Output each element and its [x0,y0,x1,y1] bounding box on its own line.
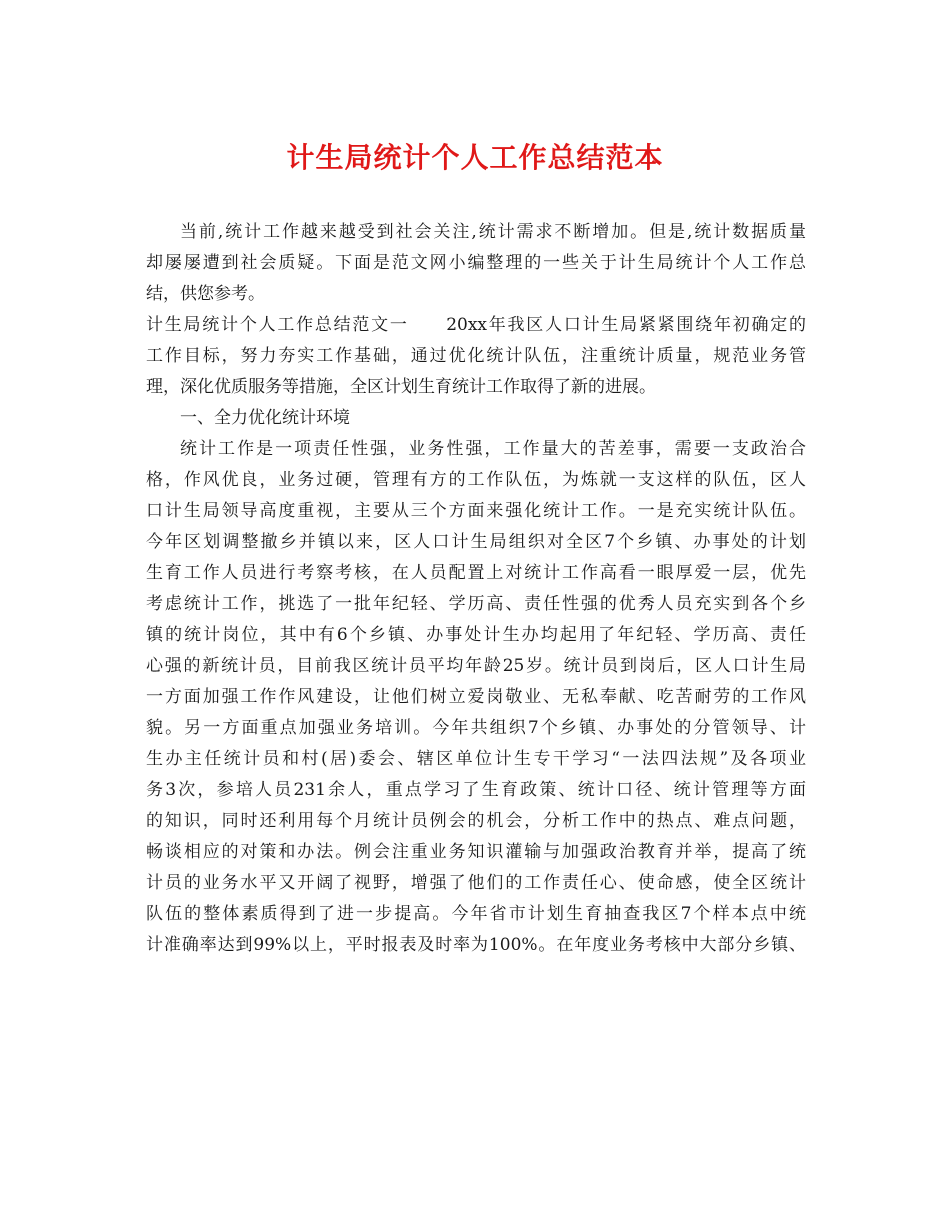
body-line: 格，作风优良，业务过硬，管理有方的工作队伍，为炼就一支这样的队伍，区人 [146,470,806,490]
body-line: 理，深化优质服务等措施，全区计划生育统计工作取得了新的进展。 [146,377,656,397]
body-line: 队伍的整体素质得到了进一步提高。今年省市计划生育抽查我区7个样本点中统 [146,904,806,924]
body-line: 生办主任统计员和村(居)委会、辖区单位计生专干学习“一法四法规”及各项业 [146,749,806,769]
body-line: 考虑统计工作，挑选了一批年纪轻、学历高、责任性强的优秀人员充实到各个乡 [146,594,806,614]
body-line: 生育工作人员进行考察考核，在人员配置上对统计工作高看一眼厚爱一层，优先 [146,563,806,583]
body-line: 工作目标，努力夯实工作基础，通过优化统计队伍，注重统计质量，规范业务管 [146,346,806,366]
body-line: 务3次，参培人员231余人，重点学习了生育政策、统计口径、统计管理等方面 [146,780,806,800]
body-line: 计员的业务水平又开阔了视野，增强了他们的工作责任心、使命感，使全区统计 [146,873,806,893]
body-line: 结，供您参考。 [146,284,265,304]
body-line: 镇的统计岗位，其中有6个乡镇、办事处计生办均起用了年纪轻、学历高、责任 [146,625,806,645]
body-line: 却屡屡遭到社会质疑。下面是范文网小编整理的一些关于计生局统计个人工作总 [146,253,806,273]
body-line: 貌。另一方面重点加强业务培训。今年共组织7个乡镇、办事处的分管领导、计 [146,718,806,738]
body-line: 一、全力优化统计环境 [180,408,350,428]
body-line: 心强的新统计员，目前我区统计员平均年龄25岁。统计员到岗后，区人口计生局 [146,656,806,676]
body-line: 计准确率达到99%以上，平时报表及时率为100%。在年度业务考核中大部分乡镇、 [146,935,806,955]
body-line: 今年区划调整撤乡并镇以来，区人口计生局组织对全区7个乡镇、办事处的计划 [146,532,806,552]
body-line: 统计工作是一项责任性强，业务性强，工作量大的苦差事，需要一支政治合 [180,439,806,459]
body-line: 一方面加强工作作风建设，让他们树立爱岗敬业、无私奉献、吃苦耐劳的工作风 [146,687,806,707]
body-line: 口计生局领导高度重视，主要从三个方面来强化统计工作。一是充实统计队伍。 [146,501,806,521]
body-line: 的知识，同时还利用每个月统计员例会的机会，分析工作中的热点、难点问题， [146,811,806,831]
body-line: 畅谈相应的对策和办法。例会注重业务知识灌输与加强政治教育并举，提高了统 [146,842,806,862]
body-line: 当前,统计工作越来越受到社会关注,统计需求不断增加。但是,统计数据质量 [180,222,806,242]
document-title: 计生局统计个人工作总结范本 [286,141,664,174]
body-line: 计生局统计个人工作总结范文一 20xx年我区人口计生局紧紧围绕年初确定的 [146,315,806,335]
document-body [146,217,806,961]
